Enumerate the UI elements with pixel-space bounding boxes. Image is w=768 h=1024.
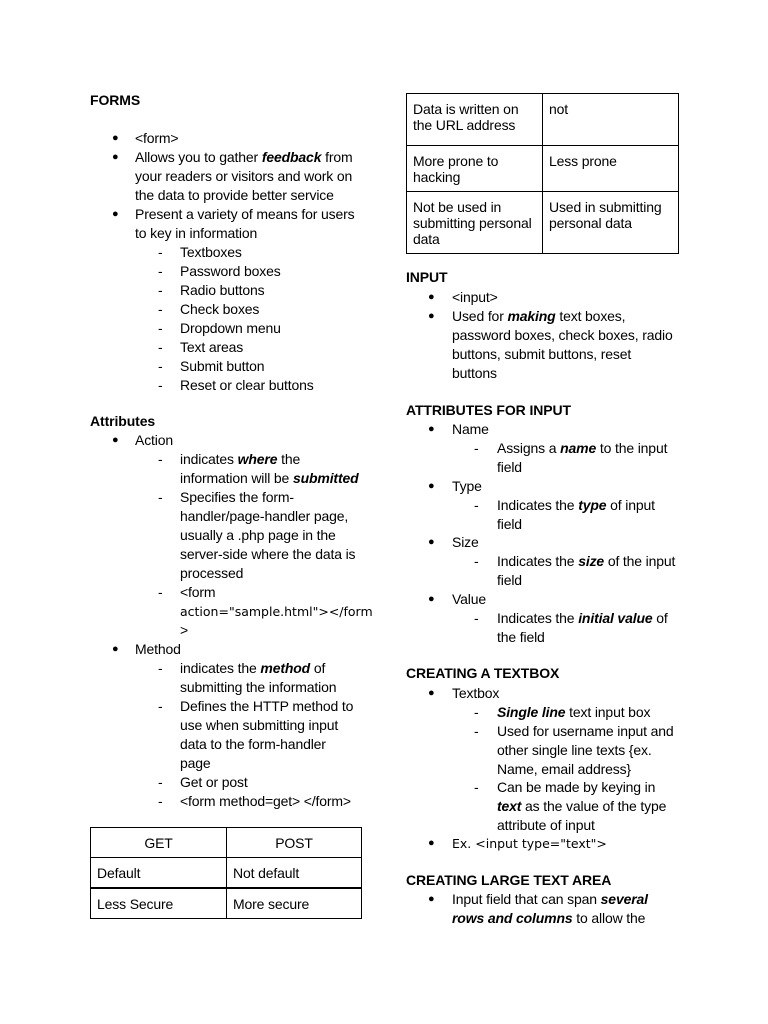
forms-item-present: Present a variety of means for users (135, 206, 355, 222)
list-item: Textboxes (180, 244, 242, 260)
bullet-icon: ● (428, 291, 435, 303)
attr-value-desc: Indicates the initial value of (497, 610, 668, 626)
bullet-icon: ● (112, 208, 119, 220)
method-sub-http-line4: page (180, 755, 211, 771)
dash-marker: - (158, 301, 163, 317)
textarea-item-line2: rows and columns to allow the (452, 910, 646, 926)
input-item-making-line3: buttons, submit buttons, reset (452, 346, 632, 362)
textbox-sub-username-line2: other single line texts {ex. (497, 742, 652, 758)
list-item: Password boxes (180, 263, 281, 279)
dash-marker: - (158, 358, 163, 374)
dash-marker: - (158, 698, 163, 714)
textbox-sub-keying-line2: text as the value of the type (497, 798, 667, 814)
table-row (407, 146, 679, 192)
dash-marker: - (474, 723, 479, 739)
table-cell: Data is written on the URL address (407, 94, 543, 146)
list-item: Reset or clear buttons (180, 377, 314, 393)
attr-size-desc: Indicates the size of the input (497, 553, 676, 569)
method-sub-http: Defines the HTTP method to (180, 698, 354, 714)
table-header-cell: POST (227, 828, 362, 858)
method-sub-example: <form method=get> </form> (180, 793, 351, 809)
bullet-icon: ● (428, 893, 435, 905)
dash-marker: - (474, 704, 479, 720)
list-item: Text areas (180, 339, 244, 355)
textbox-heading: CREATING A TEXTBOX (406, 665, 560, 681)
table-cell: Not default (227, 858, 362, 889)
action-sub-example-line2: action="sample.html"></form (180, 604, 373, 619)
dash-marker: - (158, 584, 163, 600)
bullet-icon: ● (428, 480, 435, 492)
action-label: Action (135, 432, 174, 448)
attr-type-desc: Indicates the type of input (497, 497, 655, 513)
table-cell: Used in submitting personal data (543, 192, 679, 254)
bullet-icon: ● (112, 132, 119, 144)
input-item-making: Used for making text boxes, (452, 308, 626, 324)
bullet-icon: ● (112, 434, 119, 446)
action-sub-handler-line4: server-side where the data is (180, 546, 356, 562)
comparison-table (406, 93, 679, 254)
table-cell: Not be used in submitting personal data (407, 192, 543, 254)
method-sub-http-line2: use when submitting input (180, 717, 339, 733)
textbox-sub-single-line: Single line text input box (497, 704, 651, 720)
table-cell: Default (91, 858, 227, 889)
table-cell: Less Secure (91, 888, 227, 919)
action-sub-handler-line3: usually a .php page in the (180, 527, 336, 543)
dash-marker: - (158, 489, 163, 505)
table-cell: Less prone (543, 146, 679, 192)
table-cell: More prone to hacking (407, 146, 543, 192)
textbox-sub-username-line3: Name, email address} (497, 761, 631, 777)
list-item: Radio buttons (180, 282, 265, 298)
input-heading: INPUT (406, 269, 448, 285)
textarea-heading: CREATING LARGE TEXT AREA (406, 872, 612, 888)
input-item-making-line4: buttons (452, 365, 497, 381)
dash-marker: - (158, 793, 163, 809)
table-row (407, 192, 679, 254)
table-row (91, 858, 362, 889)
table-header-cell: GET (91, 828, 227, 858)
forms-heading: FORMS (90, 92, 141, 108)
dash-marker: - (158, 320, 163, 336)
attr-type-desc-line2: field (497, 516, 522, 532)
dash-marker: - (158, 774, 163, 790)
action-sub-example-line3: > (180, 622, 189, 638)
table-row (91, 888, 362, 919)
dash-marker: - (158, 244, 163, 260)
bullet-icon: ● (428, 536, 435, 548)
method-sub-indicates: indicates the method of (180, 660, 326, 676)
attr-name-desc-line2: field (497, 459, 522, 475)
textbox-label: Textbox (452, 685, 500, 701)
textbox-sub-keying-line3: attribute of input (497, 817, 595, 833)
input-item-tag: <input> (452, 289, 498, 305)
forms-item-feedback: Allows you to gather feedback from (135, 149, 353, 165)
action-sub-where-line2: information will be submitted (180, 470, 359, 486)
dash-marker: - (158, 263, 163, 279)
table-cell: not (543, 94, 679, 146)
dash-marker: - (474, 553, 479, 569)
dash-marker: - (474, 779, 479, 795)
table-cell: More secure (227, 888, 362, 919)
attr-value-desc-line2: the field (497, 629, 545, 645)
dash-marker: - (474, 497, 479, 513)
action-sub-handler-line2: handler/page-handler page, (180, 508, 349, 524)
dash-marker: - (158, 339, 163, 355)
method-label: Method (135, 641, 181, 657)
bullet-icon: ● (428, 837, 435, 849)
dash-marker: - (158, 451, 163, 467)
table-row (91, 828, 362, 858)
dash-marker: - (158, 377, 163, 393)
attributes-input-heading: ATTRIBUTES FOR INPUT (406, 402, 571, 418)
textbox-example: Ex. <input type="text"> (452, 836, 607, 851)
get-post-table (90, 827, 362, 919)
dash-marker: - (158, 282, 163, 298)
bullet-icon: ● (428, 593, 435, 605)
attr-size-label: Size (452, 534, 479, 550)
bullet-icon: ● (112, 643, 119, 655)
action-sub-handler: Specifies the form- (180, 489, 294, 505)
method-sub-indicates-line2: submitting the information (180, 679, 337, 695)
attr-value-label: Value (452, 591, 487, 607)
bullet-icon: ● (428, 687, 435, 699)
action-sub-example: <form (180, 584, 216, 600)
attr-type-label: Type (452, 478, 482, 494)
forms-item-feedback-line3: the data to provide better service (135, 187, 334, 203)
list-item: Check boxes (180, 301, 260, 317)
action-sub-where: indicates where the (180, 451, 301, 467)
table-row (407, 94, 679, 146)
forms-item-form-tag: <form> (135, 130, 179, 146)
dash-marker: - (158, 660, 163, 676)
textbox-sub-keying: Can be made by keying in (497, 779, 656, 795)
forms-item-feedback-line2: your readers or visitors and work on (135, 168, 353, 184)
textbox-sub-username: Used for username input and (497, 723, 674, 739)
action-sub-handler-line5: processed (180, 565, 244, 581)
list-item: Dropdown menu (180, 320, 281, 336)
bullet-icon: ● (428, 423, 435, 435)
input-item-making-line2: password boxes, check boxes, radio (452, 327, 673, 343)
method-sub-http-line3: data to the form-handler (180, 736, 326, 752)
bullet-icon: ● (428, 310, 435, 322)
attr-name-desc: Assigns a name to the input (497, 440, 668, 456)
forms-item-present-line2: to key in information (135, 225, 258, 241)
attr-name-label: Name (452, 421, 489, 437)
method-sub-get-post: Get or post (180, 774, 248, 790)
textarea-item: Input field that can span several (452, 891, 648, 907)
attributes-heading: Attributes (90, 413, 156, 429)
attr-size-desc-line2: field (497, 572, 522, 588)
list-item: Submit button (180, 358, 265, 374)
dash-marker: - (474, 610, 479, 626)
bullet-icon: ● (112, 151, 119, 163)
dash-marker: - (474, 440, 479, 456)
